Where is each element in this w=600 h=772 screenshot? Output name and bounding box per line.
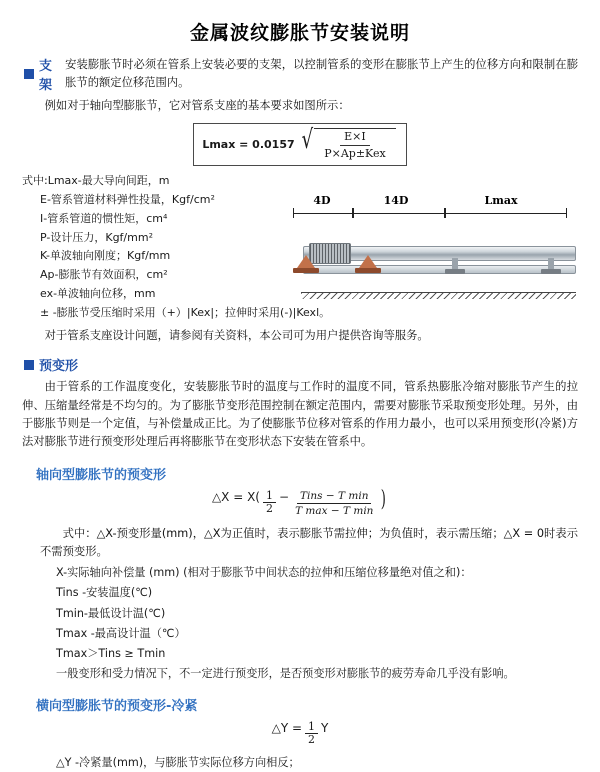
half-denominator: 2 [266,501,273,515]
lateral-eq-lhs: △Y = [271,721,303,736]
axial-item: Tmax＞Tins ≥ Tmin [56,646,166,660]
definition-item: 式中:Lmax-最大导向间距，m [22,173,170,187]
axial-equation [22,486,578,518]
guide-support-2 [541,258,561,276]
axial-eq-rhs: ) [381,486,387,512]
support-paragraph-2: 例如对于轴向型膨胀节，它对管系支座的基本要求如图所示： [44,99,350,112]
figure-label-14d: 14D [383,193,409,207]
definition-item: E-管系管道材料弹性投量，Kgf/cm² [40,192,215,206]
dim-14d [353,208,445,218]
pipe-support-figure [293,194,578,314]
section-heading-support [24,55,578,93]
anchor-mid [355,255,381,277]
lateral-note: △Y -冷紧量(mm)，与膨胀节实际位移方向相反； [56,756,300,770]
section-heading-predeform [24,355,578,374]
page-title: 金属波纹膨胀节安装说明 [189,22,410,44]
axial-item: Tmax -最高设计温（℃） [56,626,186,640]
subheading-lateral: 横向型膨胀节的预变形-冷紧 [36,699,198,715]
lmax-formula [22,123,578,166]
subheading-axial: 轴向型膨胀节的预变形 [36,467,167,483]
axial-explanation: 式中：△X-预变形量(mm)，△X为正值时，表示膨胀节需拉伸；为负值时，表示需压缩；△X = 0时表示不需预变形。 [40,526,578,559]
axial-item: X-实际轴向补偿量 (mm) (相对于膨胀节中间状态的拉伸和压缩位移量绝对值之和)： [56,566,472,580]
lateral-eq-rhs: Y [321,721,329,736]
anchor-left [293,255,319,277]
support-paragraph-1: 安装膨胀节时必须在管系上安装必要的支架，以控制管系的变形在膨胀节上产生的位移方向和限制在膨胀节的额定位移范围内。 [65,57,578,89]
bullet-square-icon [24,360,34,370]
half-denominator: 2 [308,733,316,747]
formula-numerator: E×I [340,130,370,146]
fraction-denominator: T max − T min [295,505,374,518]
definition-item: Ap-膨胀节有效面积，cm² [40,268,168,282]
axial-item: Tins -安装温度(℃) [56,586,153,600]
radical-icon: √ $\frac{E\times I}{\text{P×Ap±Kex}}$ [299,128,396,161]
axial-eq-fraction [292,490,376,518]
pipe-lower [303,265,576,274]
axial-eq-minus: − [279,489,290,504]
section-heading-predeform-label: 预变形 [39,359,79,375]
section-heading-support-label: 支架 [39,59,53,93]
lateral-eq-half [305,721,318,746]
dim-lmax [445,208,567,218]
ground-hatching [301,292,576,299]
figure-dimension-row [293,208,578,218]
fraction-numerator: Tins − T min [297,490,371,505]
definition-item: ex-单波轴向位移，mm [40,287,156,301]
pipe-assembly [293,222,578,296]
figure-label-4d: 4D [313,193,331,207]
definition-item: P-设计压力，Kgf/mm² [40,230,153,244]
axial-item: Tmin-最低设计温(℃) [56,606,166,620]
guide-support-1 [445,258,465,276]
definition-item: ± -膨胀节受压缩时采用（+）|Kex|；拉伸时采用(-)|Kexl。 [40,306,331,320]
figure-labels [293,194,578,207]
lateral-equation [22,721,578,746]
half-numerator: 1 [263,490,276,503]
axial-note: 一般变形和受力情况下，不一定进行预变形，是否预变形对膨胀节的疲劳寿命几乎没有影响。 [56,667,515,681]
half-numerator: 1 [305,721,318,734]
formula-denominator: P×Ap±Kex [324,147,386,161]
axial-eq-lhs: △X = X( [211,489,260,504]
definition-item: I-管系管道的惯性矩，cm⁴ [40,211,168,225]
definition-item: K-单波轴向刚度；Kgf/mm [40,249,171,263]
predeform-paragraph: 由于管系的工作温度变化，安装膨胀节时的温度与工作时的温度不同，管系热膨胀冷缩对膨胀节产生的拉伸、压缩量经常是不均匀的。为了膨胀节变形范围控制在额定范围内，需要对膨胀节采取预变形处理。另外，由于膨胀节则是一个定值，与补偿量成正比。为了使膨胀节位移对管系的作用力最小，也可以采用预变形(冷紧)方法对膨胀节进行预变形处理后再将膨胀节在变形状态下安装在管系中。 [22,380,578,449]
dim-4d [293,208,353,218]
support-note: 对于管系支座设计问题，请参阅有关资料，本公司可为用户提供咨询等服务。 [44,329,429,343]
formula-lhs: Lmax = 0.0157 [202,138,295,152]
axial-eq-half [263,490,276,518]
figure-label-lmax: Lmax [484,193,518,207]
bullet-square-icon [24,69,34,79]
